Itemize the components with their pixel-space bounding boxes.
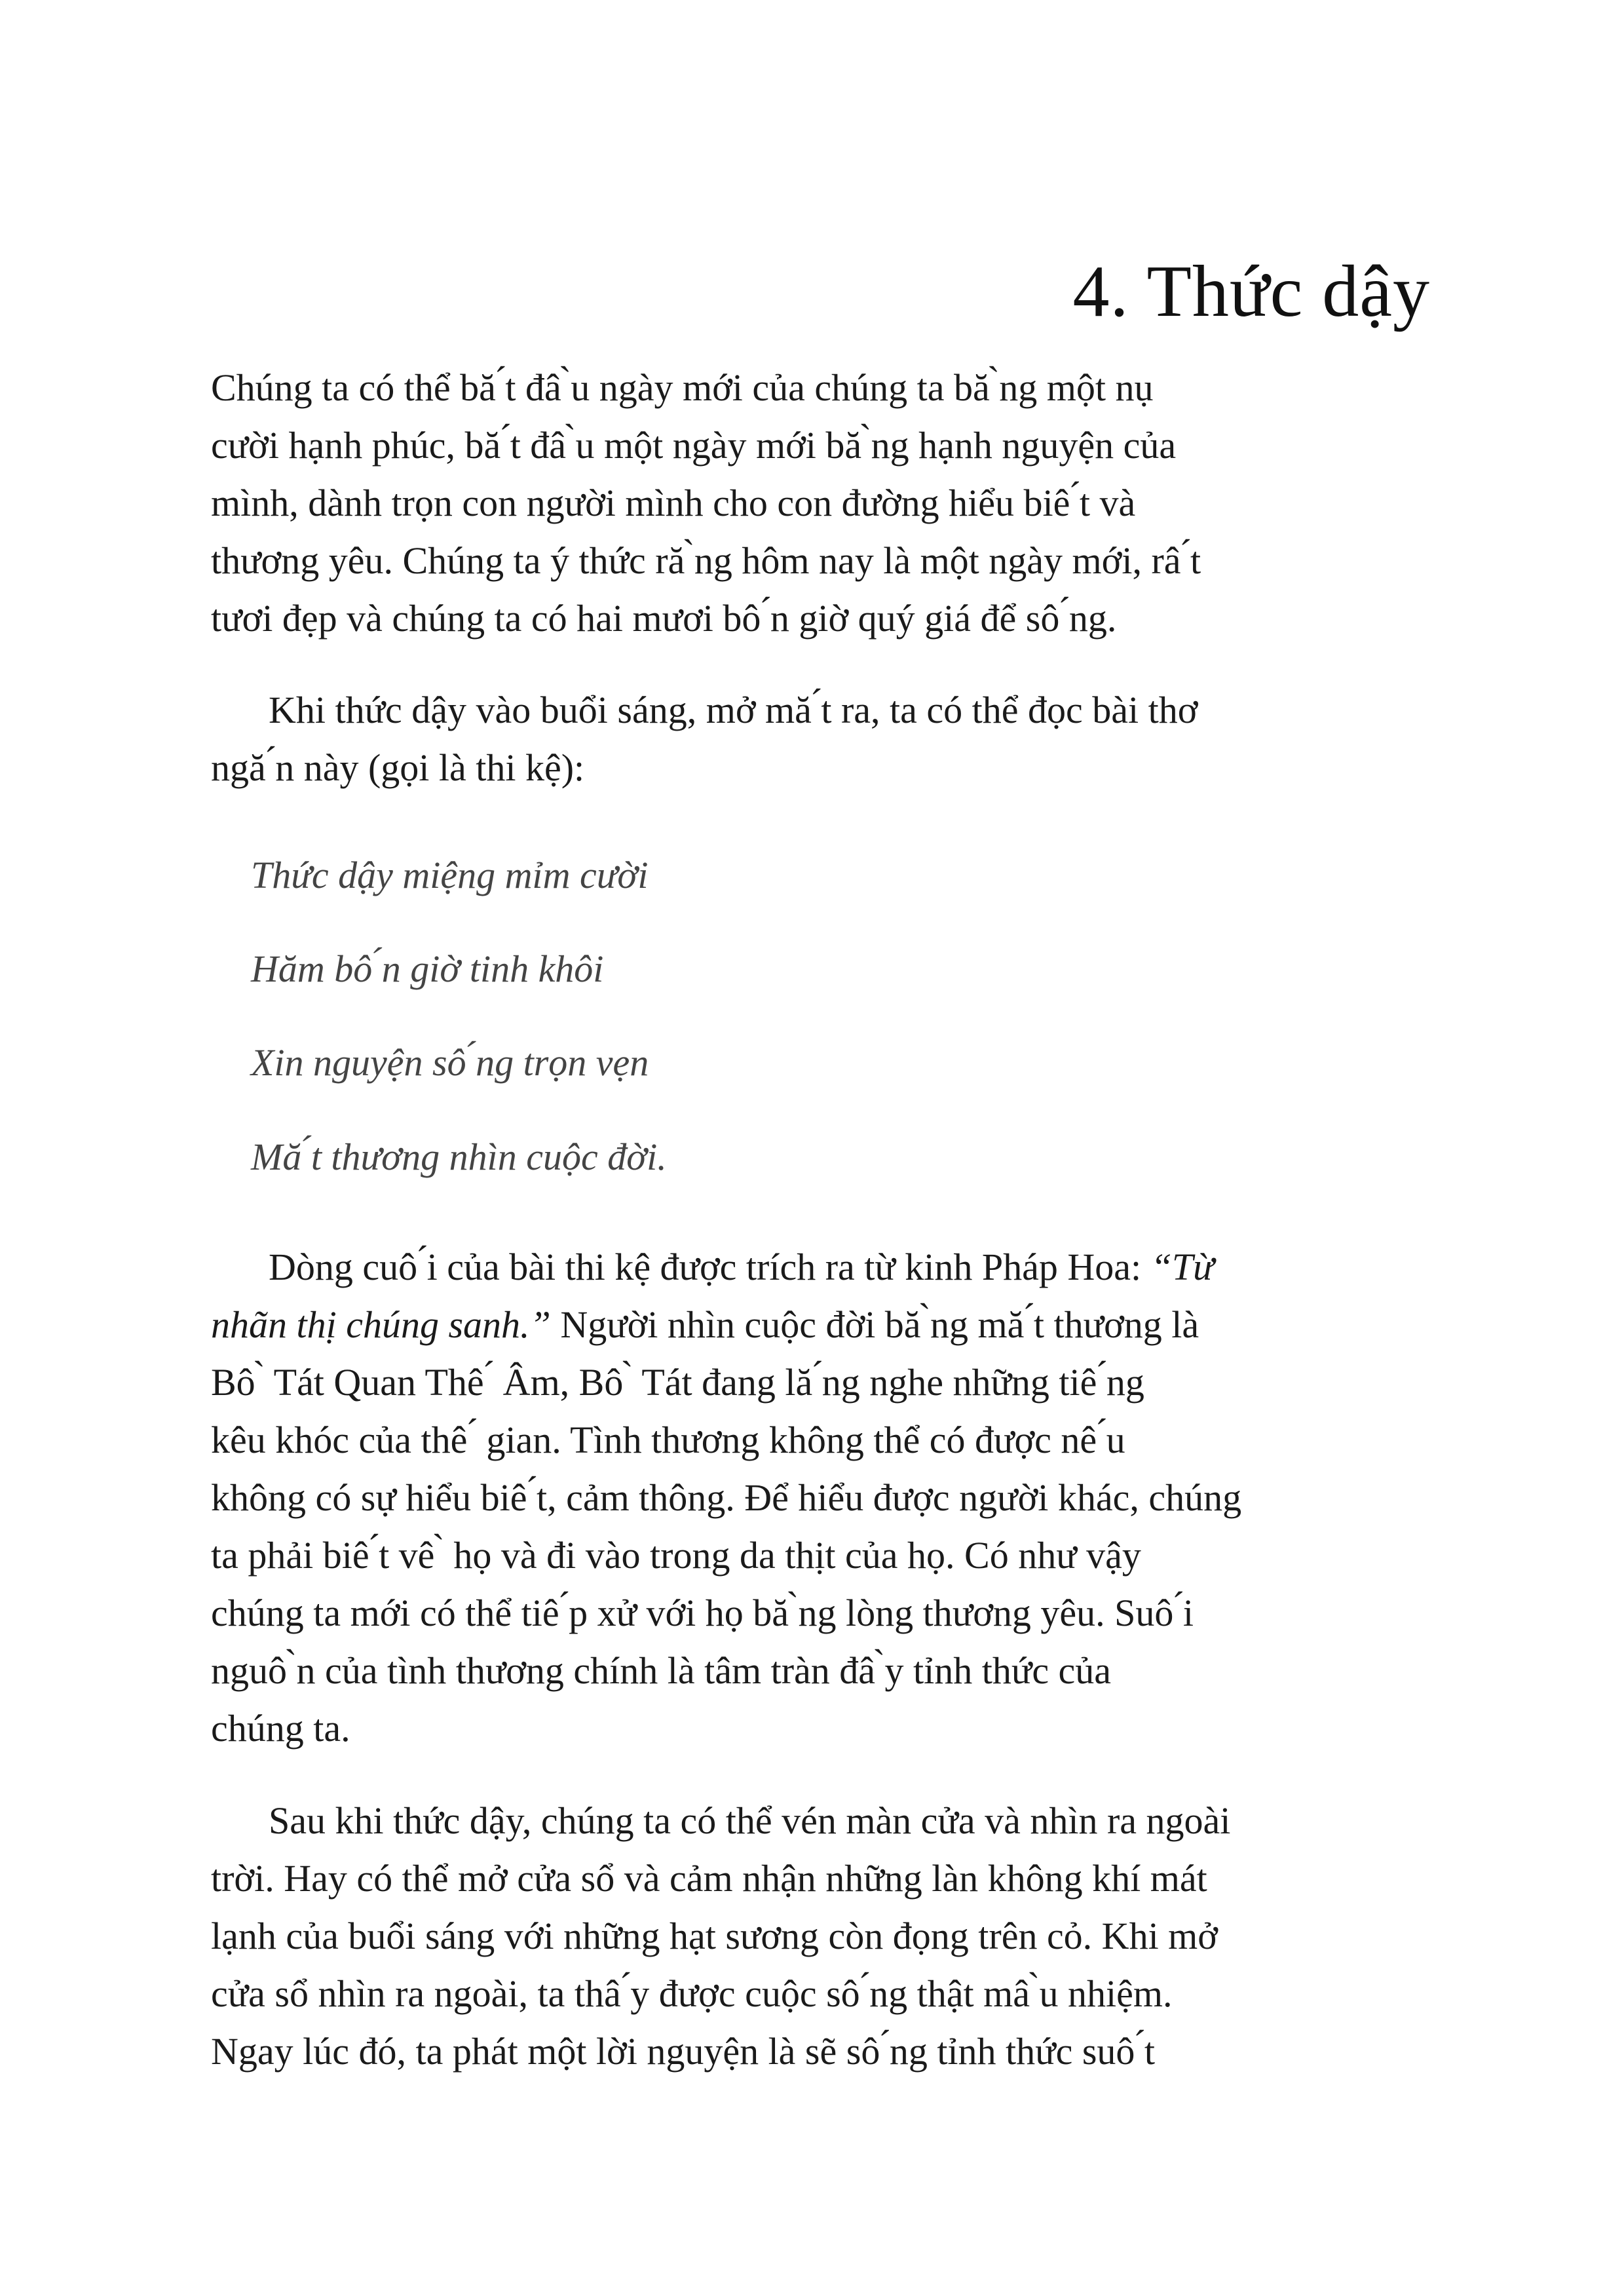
paragraph-1-line: cười hạnh phúc, bă ́t đâ ̀u một ngày mới bă ̀ng hạnh nguyện của	[211, 424, 1177, 467]
sutra-quote: nhãn thị chúng sanh.”	[211, 1303, 551, 1346]
paragraph-3-line: kêu khóc của thê ́ gian. Tình thương không thể có được nê ́u	[211, 1419, 1125, 1461]
paragraph-3-text: Dòng cuô ́i của bài thi kệ được trích ra từ kinh Pháp Hoa:	[269, 1246, 1151, 1288]
paragraph-2-line: Khi thức dậy vào buổi sáng, mở mă ́t ra, ta có thể đọc bài thơ	[269, 689, 1198, 731]
paragraph-3-line: chúng ta.	[211, 1707, 350, 1750]
verse-line: Mă ́t thương nhìn cuộc đời.	[251, 1136, 667, 1178]
paragraph-4-line: cửa sổ nhìn ra ngoài, ta thâ ́y được cuộc sô ́ng thật mâ ̀u nhiệm.	[211, 1972, 1173, 2015]
verse-line: Thức dậy miệng mỉm cười	[251, 854, 649, 896]
paragraph-4-line: lạnh của buổi sáng với những hạt sương còn đọng trên cỏ. Khi mở	[211, 1915, 1218, 1957]
paragraph-3-line	[211, 1296, 1199, 1354]
paragraph-3-line: ta phải biê ́t vê ̀ họ và đi vào trong da thịt của họ. Có như vậy	[211, 1534, 1141, 1577]
paragraph-1-line: tươi đẹp và chúng ta có hai mươi bô ́n giờ quý giá để sô ́ng.	[211, 597, 1117, 640]
paragraph-4-line: Ngay lúc đó, ta phát một lời nguyện là sẽ sô ́ng tỉnh thức suô ́t	[211, 2030, 1156, 2073]
verse-line: Xin nguyện sô ́ng trọn vẹn	[251, 1041, 649, 1084]
paragraph-3-line	[269, 1238, 1214, 1296]
paragraph-1-line: Chúng ta có thể bă ́t đâ ̀u ngày mới của chúng ta bă ̀ng một nụ	[211, 366, 1154, 409]
paragraph-4-line: Sau khi thức dậy, chúng ta có thể vén màn cửa và nhìn ra ngoài	[269, 1799, 1231, 1842]
paragraph-3-line: nguô ̀n của tình thương chính là tâm tràn đâ ̀y tỉnh thức của	[211, 1649, 1112, 1692]
paragraph-3-line: không có sự hiểu biê ́t, cảm thông. Để hiểu được người khác, chúng	[211, 1476, 1242, 1519]
sutra-quote: “Từ	[1150, 1246, 1214, 1288]
verse-line: Hăm bô ́n giờ tinh khôi	[251, 947, 604, 990]
paragraph-1-line: mình, dành trọn con người mình cho con đường hiểu biê ́t và	[211, 482, 1136, 524]
paragraph-3-text: Người nhìn cuộc đời bă ̀ng mă ́t thương là	[550, 1303, 1199, 1346]
paragraph-1-line: thương yêu. Chúng ta ý thức ră ̀ng hôm nay là một ngày mới, râ ́t	[211, 539, 1201, 582]
paragraph-2-line: ngă ́n này (gọi là thi kệ):	[211, 746, 585, 789]
paragraph-3-line: Bô ̀ Tát Quan Thê ́ Âm, Bô ̀ Tát đang lă ́ng nghe những tiê ́ng	[211, 1361, 1144, 1404]
paragraph-3-line: chúng ta mới có thể tiê ́p xử với họ bă ̀ng lòng thương yêu. Suô ́i	[211, 1592, 1194, 1634]
chapter-title: 4. Thức dậy	[1072, 251, 1430, 332]
paragraph-4-line: trời. Hay có thể mở cửa sổ và cảm nhận những làn không khí mát	[211, 1857, 1207, 1900]
